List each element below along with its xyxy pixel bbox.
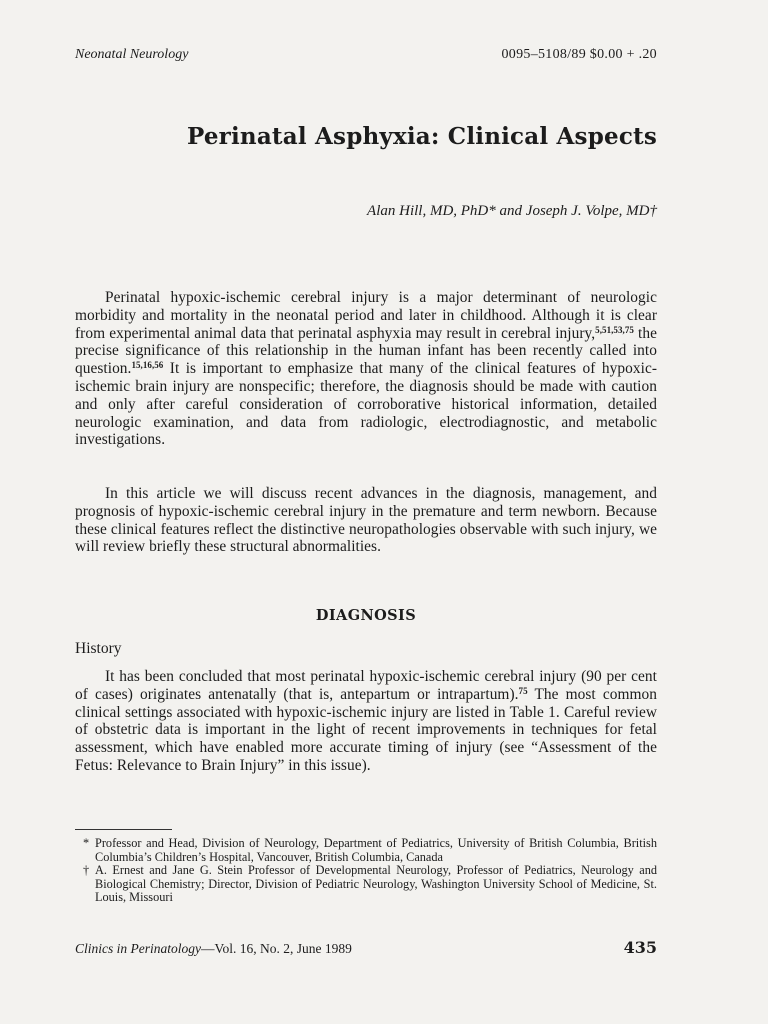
section-heading-diagnosis: DIAGNOSIS xyxy=(315,607,417,624)
running-foot xyxy=(75,938,657,957)
intro-text-b: the precise significance of this relationship in the human infant has been recently called into question. xyxy=(75,324,657,378)
citation: 75 xyxy=(518,685,528,696)
history-text-b: The most common clinical settings associated with hypoxic-ischemic injury are listed in Table 1. Careful review of obstetric data is important in the light of recent improvements in techniques for fetal assessment, which have enabled more accurate timing of injury (see “Assessment of the Fetus: Relevance to Brain Injury” in this issue). xyxy=(75,685,657,774)
footnote-mark: † xyxy=(83,863,90,878)
history-paragraph xyxy=(75,668,657,775)
running-head xyxy=(75,47,657,63)
author-line xyxy=(75,203,657,220)
footnotes xyxy=(75,837,657,905)
footnote-divider xyxy=(75,829,172,830)
author-volpe: Joseph J. Volpe, MD xyxy=(525,203,650,219)
footnote-text: A. Ernest and Jane G. Stein Professor of Developmental Neurology, Professor of Pediatrics, Neurology and Biological Chemistry; Director, Division of Pediatric Neurology, Washington University School of Medicine, St. Louis, Missouri xyxy=(95,863,657,905)
author-conjunction: and xyxy=(495,203,526,219)
subsection-heading-history: History xyxy=(75,640,122,657)
intro-paragraph-1 xyxy=(75,289,657,449)
footer-issue: —Vol. 16, No. 2, June 1989 xyxy=(201,941,352,956)
history-text-a: It has been concluded that most perinatal hypoxic-ischemic cerebral injury (90 per cent of cases) originates antenatally (that is, antepartum or intrapartum). xyxy=(75,668,657,703)
footer-citation xyxy=(75,941,352,957)
journal-name: Neonatal Neurology xyxy=(75,47,189,62)
intro-paragraph-2: In this article we will discuss recent advances in the diagnosis, management, and prognosis of hypoxic-ischemic cerebral injury in the premature and term newborn. Because these clinical features reflect the distinctive neuropathologies observable with such injury, we will review briefly these structural abnormalities. xyxy=(75,485,657,556)
footnote-volpe xyxy=(75,864,657,905)
footnote-text: Professor and Head, Division of Neurology, Department of Pediatrics, University of British Columbia, British Columbia’s Children’s Hospital, Vancouver, British Columbia, Canada xyxy=(95,836,657,864)
citation: 15,16,56 xyxy=(131,360,164,371)
author-hill: Alan Hill, MD, PhD xyxy=(367,203,489,219)
page-number: 435 xyxy=(623,938,657,957)
footer-journal: Clinics in Perinatology xyxy=(75,941,201,956)
footnote-mark: * xyxy=(83,836,90,850)
intro-text-c: It is important to emphasize that many of the clinical features of hypoxic-ischemic brain injury are nonspecific; therefore, the diagnosis should be made with caution and only after careful consideration of corroborative historical information, detailed neurologic examination, and data from radiologic, electrodiagnostic, and metabolic investigations. xyxy=(75,360,657,449)
author-volpe-mark: † xyxy=(649,203,657,219)
citation: 5,51,53,75 xyxy=(595,324,634,335)
author-hill-mark: * xyxy=(488,203,496,219)
intro-text-a: Perinatal hypoxic-ischemic cerebral injury is a major determinant of neurologic morbidity and mortality in the neonatal period and later in childhood. Although it is clear from experimental animal data that perinatal asphyxia may result in cerebral injury, xyxy=(75,289,657,342)
article-title: Perinatal Asphyxia: Clinical Aspects xyxy=(186,123,657,150)
footnote-hill xyxy=(75,837,657,864)
article-code: 0095–5108/89 $0.00 + .20 xyxy=(501,47,657,62)
